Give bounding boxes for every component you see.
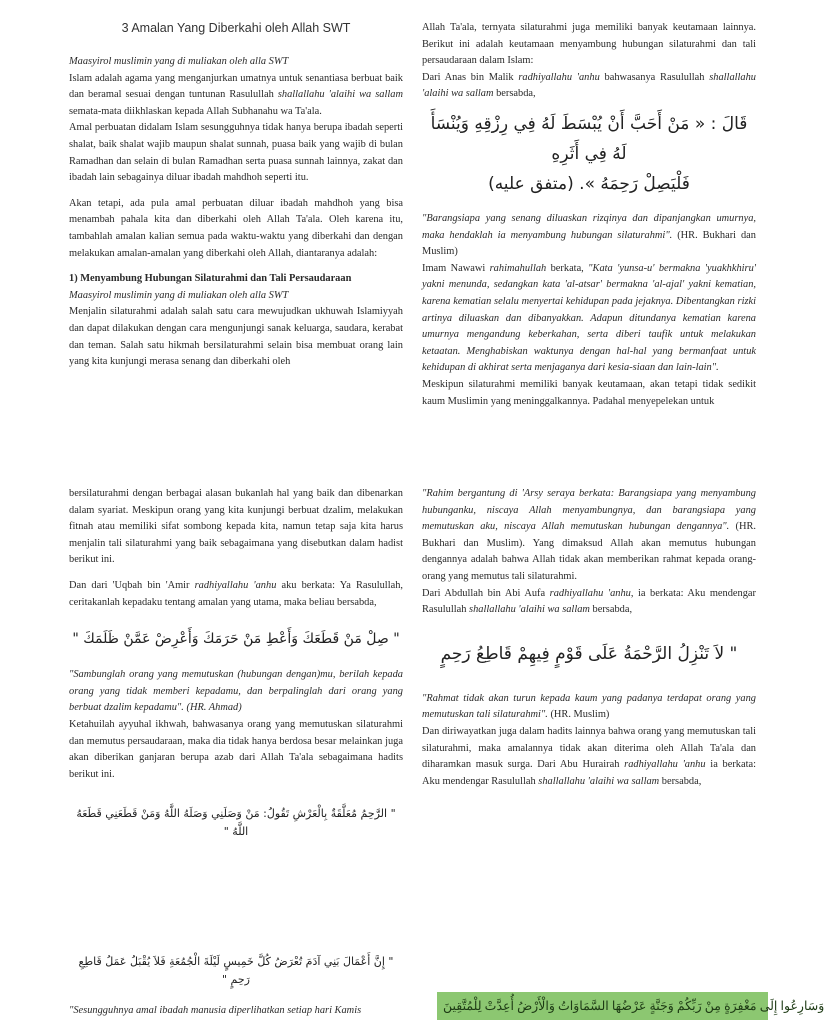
arabic-hadith: قَالَ : « مَنْ أَحَبَّ أَنْ يُبْسَطَ لَهُ فِي رِزْقِهِ وَيُنْسَأَ لَهُ فِي أَثَرِهِ [430,113,748,164]
arabic-hadith: " الرَّحِمُ مُعَلَّقَةٌ بِالْعَرْشِ تَقُولُ: مَنْ وَصَلَنِي وَصَلَهُ اللَّهُ وَمَنْ قَطَعَنِي قَطَعَهُ اللَّهُ " [76,807,396,839]
document-title: 3 Amalan Yang Diberkahi oleh Allah SWT [121,21,351,35]
arabic-hadith: " صِلْ مَنْ قَطَعَكَ وَأَعْطِ مَنْ حَرَمَكَ وَأَعْرِضْ عَمَّنْ ظَلَمَكَ " [72,631,400,648]
hadith-translation: "Rahim bergantung di 'Arsy seraya berkata: Barangsiapa yang menyambung hubunganku, niscaya Allah menyambungnya, dan barangsiapa yang memutuskan aku, niscaya Allah memutuskan hubungan dengannya". (HR. Bukhari dan Muslim). Yang dimaksud Allah akan memutus hubungan dengannya adalah bahwa Allah tidak akan memberikan rahmat kepada orang-orang yang memutus tali silaturahmi. [422,488,756,582]
page-top-left-column [69,20,403,371]
greeting: Maasyirol muslimin yang di muliakan oleh alla SWT [69,289,289,301]
paragraph: Allah Ta'ala, ternyata silaturahmi juga memiliki banyak keutamaan lainnya. Berikut ini adalah keutamaan menyambung hubungan silaturahmi dan tali persaudaraan dalam Islam: [422,22,756,67]
highlighted-quran-verse: وَسَارِعُوا إِلَى مَغْفِرَةٍ مِنْ رَبِّكُمْ وَجَنَّةٍ عَرْضُهَا السَّمَاوَاتُ وَالْأَرْضُ أُعِدَّتْ لِلْمُتَّقِينَ [437,992,768,1020]
paragraph: Dari Anas bin Malik radhiyallahu 'anhu bahwasanya Rasulullah shallallahu 'alaihi wa sallam bersabda, [422,71,756,100]
paragraph: Amal perbuatan didalam Islam sesungguhnya tidak hanya berupa ibadah seperti shalat, baik shalat wajib maupun shalat sunnah, puasa baik yang wajib di bulan Ramadhan dan selain di bulan Ramadhan serta puasa sunnah lainnya, zakat dan ibadah lain sebagainya diluar ibadah mahdhoh seperti itu. [69,122,403,184]
hadith-translation: "Sesungguhnya amal ibadah manusia diperlihatkan setiap hari Kamis [69,1005,362,1017]
arabic-hadith: " لاَ تَنْزِلُ الرَّحْمَةُ عَلَى قَوْمٍ فِيهِمْ قَاطِعُ رَحِمٍ [440,643,738,664]
section-heading: 1) Menyambung Hubungan Silaturahmi dan Tali Persaudaraan [69,273,352,285]
paragraph: Islam adalah agama yang menganjurkan umatnya untuk senantiasa berbuat baik dan beramal sesuai dengan tuntunan Rasulullah shallallahu 'alaihi wa sallam semata-mata diikhlaskan kepada Allah Subhanahu wa Ta'ala. [69,72,403,117]
page-bottom [0,450,824,1024]
arabic-hadith: فَلْيَصِلْ رَحِمَهُ ». (متفق عليه) [488,173,690,194]
greeting: Maasyirol muslimin yang di muliakan oleh alla SWT [69,56,289,67]
page-top-right-column [422,20,756,410]
paragraph: Meskipun silaturahmi memiliki banyak keutamaan, akan tetapi tidak sedikit kaum Muslimin yang meninggalkannya. Padahal menyepelekan untuk [422,378,756,407]
paragraph: Akan tetapi, ada pula amal perbuatan diluar ibadah mahdhoh yang bisa menambah pahala kita dan diberkahi oleh Allah Ta'ala. Oleh karena itu, tambahlah amalan kalian semua pada waktu-waktu yang diberkahi dan dengan melakukan amalan-amalan yang diberkahi oleh Allah, diantaranya adalah: [69,197,403,259]
hadith-translation: "Rahmat tidak akan turun kepada kaum yang padanya terdapat orang yang memutuskan tali silaturahmi". (HR. Muslim) [422,692,756,721]
page-bottom-left-column [69,486,403,1020]
hadith-translation: "Sambunglah orang yang memutuskan (hubungan dengan)mu, berilah kepada orang yang tidak memberi kepadamu, dan berpalinglah dari orang yang berbuat dzalim kepadamu". (HR. Ahmad) [69,669,403,714]
hadith-translation: "Barangsiapa yang senang diluaskan rizqinya dan dipanjangkan umurnya, maka hendaklah ia menyambung hubungan silaturahmi". (HR. Bukhari dan Muslim) [422,212,756,258]
page-top [0,0,768,450]
paragraph: Imam Nawawi rahimahullah berkata, "Kata 'yunsa-u' bermakna 'yuakhkhiru' yakni menunda, sedangkan kata 'al-atsar' bermakna 'al-ajal' yakni kematian, karena kematian selalu menyertai kehidupan pada jejaknya. Dibentangkan rizki artinya diluaskan dan dibanyakkan. Adapun ditundanya kematian karena umurnya mengandung keberkahan, serta diberi taufik untuk melakukan ketaatan. Menghabiskan waktunya dengan hal-hal yang bermanfaat untuk kehidupan di akhirat serta menjaganya dari kesia-siaan dan lain-lain". [422,262,756,374]
paragraph: Menjalin silaturahmi adalah salah satu cara mewujudkan ukhuwah Islamiyyah dan dapat dilakukan dengan cara mengunjungi sanak keluarga, saudara, kerabat dan teman. Salah satu hikmah bersilaturahmi selain bisa membuat orang lain yang kita kunjungi merasa senang dan diberkahi oleh [69,306,403,368]
arabic-hadith: " إِنَّ أَعْمَالَ بَنِي آدَمَ تُعْرَضُ كُلَّ خَمِيسٍ لَيْلَةَ الْجُمُعَةِ فَلاَ يُقْبَلُ عَمَلُ قَاطِعِ رَحِمٍ " [78,955,394,987]
paragraph: Dan diriwayatkan juga dalam hadits lainnya bahwa orang yang memutuskan tali silaturahmi, maka amalannya tidak akan diterima oleh Allah Ta'ala dan diharamkan masuk surga. Dari Abu Hurairah radhiyallahu 'anhu ia berkata: Aku mendengar Rasulullah shallallahu 'alaihi wa sallam bersabda, [422,725,756,787]
paragraph: bersilaturahmi dengan berbagai alasan bukanlah hal yang baik dan dibenarkan dalam syariat. Meskipun orang yang kita kunjungi berbuat dzalim, melakukan fitnah atau memiliki sifat sombong kepada kita, namun tetap saja kita harus menjalin tali silaturahmi yang baik sebagaimana yang disebutkan dalam hadist berikut ini. [69,488,403,566]
page-bottom-right-column [422,486,756,790]
paragraph: Ketahuilah ayyuhal ikhwah, bahwasanya orang yang memutuskan silaturahmi dan memutus persaudaraan, maka dia tidak hanya berdosa besar melainkan juga akan diberikan ganjaran berupa azab dari Allah Ta'ala sebagaimana hadits berikut ini. [69,718,403,780]
paragraph: Dan dari 'Uqbah bin 'Amir radhiyallahu 'anhu aku berkata: Ya Rasulullah, ceritakanlah kepadaku tentang amalan yang utama, maka beliau bersabda, [69,579,403,608]
paragraph: Dari Abdullah bin Abi Aufa radhiyallahu 'anhu, ia berkata: Aku mendengar Rasulullah shallallahu 'alaihi wa sallam bersabda, [422,587,756,616]
